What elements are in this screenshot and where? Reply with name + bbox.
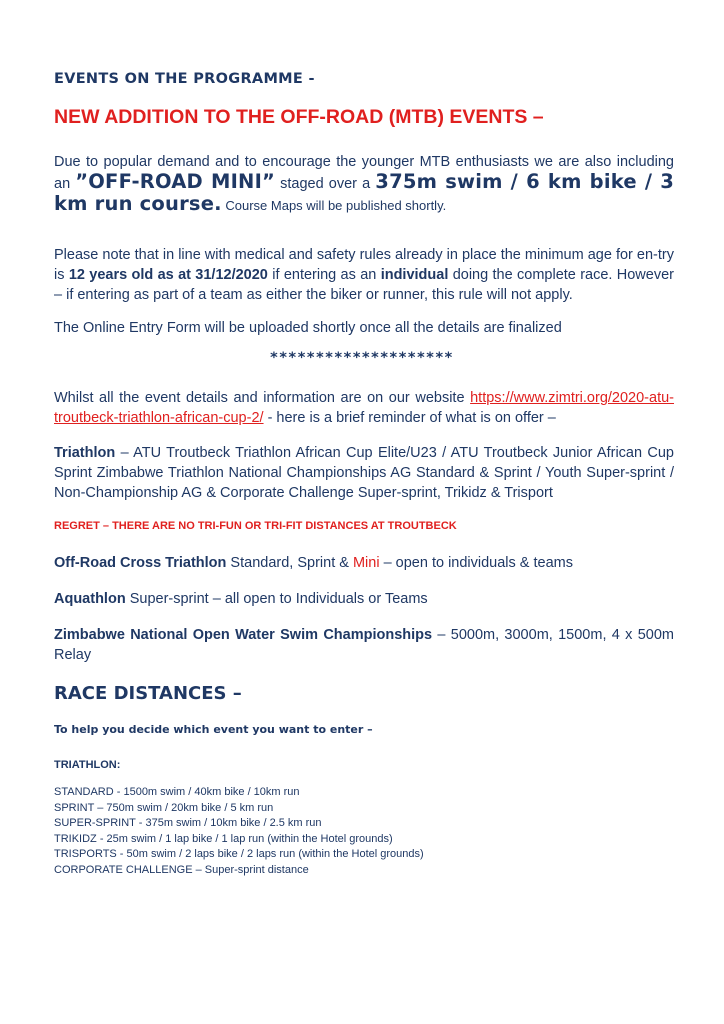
online-entry-note: The Online Entry Form will be uploaded shortly once all the details are finalized — [54, 320, 562, 336]
section-heading-new-addition: NEW ADDITION TO THE OFF-ROAD (MTB) EVENTS – — [54, 106, 544, 128]
aquathlon-text: Super-sprint – all open to Individuals or Teams — [125, 591, 428, 607]
star-divider: ******************** — [270, 350, 454, 366]
website-link[interactable]: https://www.zimtri.org/2020-atu-troutbeck-triathlon-african-cup-2/ — [54, 390, 674, 426]
list-item: TRISPORTS - 50m swim / 2 laps bike / 2 laps run (within the Hotel grounds) — [54, 848, 424, 861]
list-item: CORPORATE CHALLENGE – Super-sprint distance — [54, 863, 309, 876]
open-water-swim-paragraph — [54, 625, 674, 665]
triathlon-label: Triathlon — [54, 445, 116, 461]
list-item: SUPER-SPRINT - 375m swim / 10km bike / 2.5 km run — [54, 817, 322, 830]
list-item: TRIKIDZ - 25m swim / 1 lap bike / 1 lap run (within the Hotel grounds) — [54, 832, 393, 845]
triathlon-events-paragraph — [54, 443, 674, 503]
race-distances-subtitle: To help you decide which event you want to enter – — [54, 723, 373, 736]
off-road-events-paragraph — [54, 553, 674, 573]
intro-text-start: Due to popular demand and to encourage the younger MTB enthusiasts we are also including an — [54, 154, 674, 192]
distance-list — [54, 785, 674, 879]
age-rule-mid: if entering as an — [267, 267, 381, 283]
list-item: SPRINT – 750m swim / 20km bike / 5 km run — [54, 801, 274, 814]
aquathlon-label: Aquathlon — [54, 591, 126, 607]
off-road-text-a: Standard, Sprint & — [226, 555, 353, 571]
open-water-swim-text: – 5000m, 3000m, 1500m, 4 x 500m Relay — [54, 627, 674, 663]
off-road-mini-word: Mini — [352, 555, 380, 571]
triathlon-events-text: – ATU Troutbeck Triathlon African Cup Elite/U23 / ATU Troutbeck Junior African Cup Sprint Zimbabwe Triathlon National Championships AG Standard & Sprint / Youth Super-sprint / Non-Championship AG & Corporate Challenge Super-sprint, Trikidz & Trisport — [54, 445, 674, 501]
list-item: STANDARD - 1500m swim / 40km bike / 10km run — [54, 786, 300, 798]
website-text-start: Whilst all the event details and information are on our website — [54, 390, 471, 406]
page-title: EVENTS ON THE PROGRAMME - — [54, 71, 315, 87]
off-road-mini-name: ”OFF-ROAD MINI” — [75, 170, 276, 193]
age-rule-start: Please note that in line with medical and safety rules already in place the minimum age for en-try is — [54, 247, 674, 283]
open-water-swim-label: Zimbabwe National Open Water Swim Championships — [54, 627, 433, 643]
intro-text-mid: staged over a — [275, 176, 376, 192]
individual-word: individual — [380, 267, 449, 283]
race-distances-heading: RACE DISTANCES – — [54, 683, 242, 704]
regret-notice: REGRET – THERE ARE NO TRI-FUN OR TRI-FIT DISTANCES AT TROUTBECK — [54, 520, 457, 532]
mini-course-distances: 375m swim / 6 km bike / 3 km run course — [54, 170, 675, 215]
off-road-text-b: – open to individuals & teams — [379, 555, 573, 571]
minimum-age: 12 years old as at 31/12/2020 — [68, 267, 268, 283]
off-road-label: Off-Road Cross Triathlon — [54, 555, 227, 571]
intro-paragraph — [54, 152, 674, 216]
website-text-end: - here is a brief reminder of what is on offer – — [263, 410, 556, 426]
aquathlon-paragraph — [54, 589, 674, 609]
triathlon-distances-heading: TRIATHLON: — [54, 759, 121, 771]
age-rule-end: doing the complete race. However – if entering as part of a team as either the biker or runner, this rule will not apply. — [54, 267, 674, 303]
course-maps-note: Course Maps will be published shortly. — [221, 198, 447, 213]
age-rule-paragraph — [54, 245, 674, 305]
website-paragraph — [54, 388, 674, 428]
course-period: . — [214, 192, 222, 215]
